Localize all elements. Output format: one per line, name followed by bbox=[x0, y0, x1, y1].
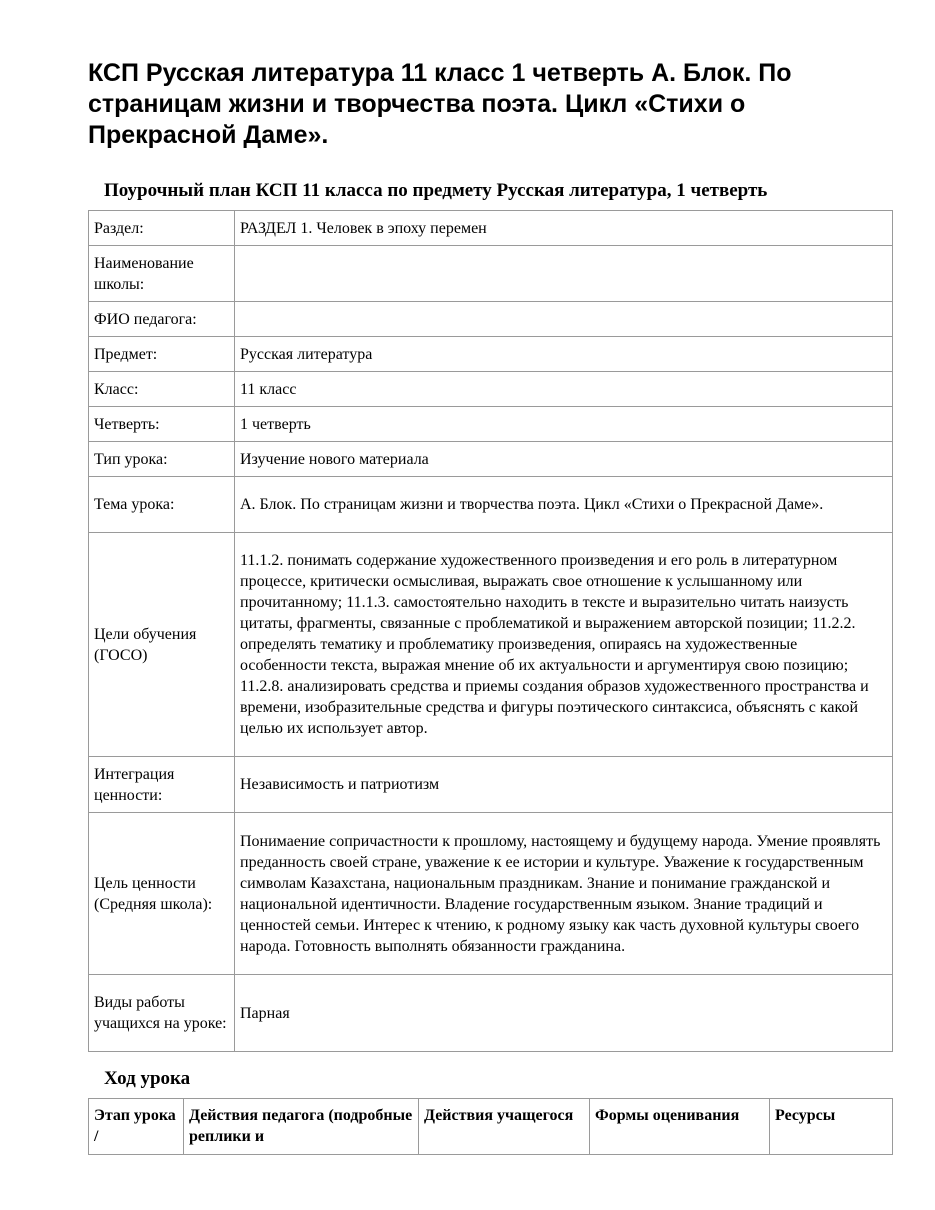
row-value: 11.1.2. понимать содержание художественного произведения и его роль в литературном процессе, критически осмысливая, выражать свое отношение к услышанному или прочитанному; 11.1.3. самостоятельно находить в тексте и выразительно читать наизусть цитаты, фрагменты, связанные с проблематикой и выражением авторской позиции; 11.2.2. определять тематику и проблематику произведения, опираясь на художественные особенности текста, выражая мнение об их актуальности и аргументируя свою позицию; 11.2.8. анализировать средства и приемы создания образов художественного пространства и времени, изобразительные средства и фигуры поэтического синтаксиса, объяснять с какой целью их использует автор. bbox=[235, 533, 893, 757]
plan-heading: Поурочный план КСП 11 класса по предмету Русская литература, 1 четверть bbox=[104, 180, 768, 201]
row-label: Цель ценности (Средняя школа): bbox=[89, 813, 235, 975]
table-row bbox=[89, 302, 893, 337]
table-row bbox=[89, 246, 893, 302]
row-value bbox=[235, 302, 893, 337]
row-label: ФИО педагога: bbox=[89, 302, 235, 337]
row-label: Класс: bbox=[89, 372, 235, 407]
row-label: Тема урока: bbox=[89, 477, 235, 533]
row-label: Тип урока: bbox=[89, 442, 235, 477]
lesson-flow-table bbox=[88, 1098, 893, 1155]
column-header: Действия учащегося bbox=[419, 1099, 590, 1155]
column-header: Действия педагога (подробные реплики и bbox=[184, 1099, 419, 1155]
row-value: Изучение нового материала bbox=[235, 442, 893, 477]
row-label: Наименование школы: bbox=[89, 246, 235, 302]
row-label: Виды работы учащихся на уроке: bbox=[89, 975, 235, 1052]
row-value bbox=[235, 246, 893, 302]
table-row bbox=[89, 975, 893, 1052]
row-value: А. Блок. По страницам жизни и творчества поэта. Цикл «Стихи о Прекрасной Даме». bbox=[235, 477, 893, 533]
row-value: Русская литература bbox=[235, 337, 893, 372]
table-row bbox=[89, 757, 893, 813]
column-header: Ресурсы bbox=[770, 1099, 893, 1155]
lesson-flow-heading: Ход урока bbox=[104, 1068, 191, 1089]
row-label: Четверть: bbox=[89, 407, 235, 442]
row-label: Цели обучения (ГОСО) bbox=[89, 533, 235, 757]
lesson-info-table bbox=[88, 210, 893, 1052]
table-row bbox=[89, 372, 893, 407]
row-value: Парная bbox=[235, 975, 893, 1052]
column-header: Формы оценивания bbox=[590, 1099, 770, 1155]
row-value: 11 класс bbox=[235, 372, 893, 407]
table-row bbox=[89, 407, 893, 442]
column-header: Этап урока / bbox=[89, 1099, 184, 1155]
table-row bbox=[89, 211, 893, 246]
table-row bbox=[89, 533, 893, 757]
row-value: Независимость и патриотизм bbox=[235, 757, 893, 813]
document-title: КСП Русская литература 11 класс 1 четверть А. Блок. По страницам жизни и творчества поэта. Цикл «Стихи о Прекрасной Даме». bbox=[88, 59, 792, 149]
table-row bbox=[89, 442, 893, 477]
row-value: Понимаение сопричастности к прошлому, настоящему и будущему народа. Умение проявлять преданность своей стране, уважение к ее истории и культуре. Уважение к государственным символам Казахстана, национальным праздникам. Знание и понимание гражданской и национальной идентичности. Владение государственным языком. Знание традиций и ценностей семьи. Интерес к чтению, к родному языку как часть духовной культуры своего народа. Готовность выполнять обязанности гражданина. bbox=[235, 813, 893, 975]
row-value: 1 четверть bbox=[235, 407, 893, 442]
row-label: Раздел: bbox=[89, 211, 235, 246]
row-label: Предмет: bbox=[89, 337, 235, 372]
table-row bbox=[89, 477, 893, 533]
table-row bbox=[89, 813, 893, 975]
table-row bbox=[89, 337, 893, 372]
table-header-row bbox=[89, 1099, 893, 1155]
row-value: РАЗДЕЛ 1. Человек в эпоху перемен bbox=[235, 211, 893, 246]
row-label: Интеграция ценности: bbox=[89, 757, 235, 813]
